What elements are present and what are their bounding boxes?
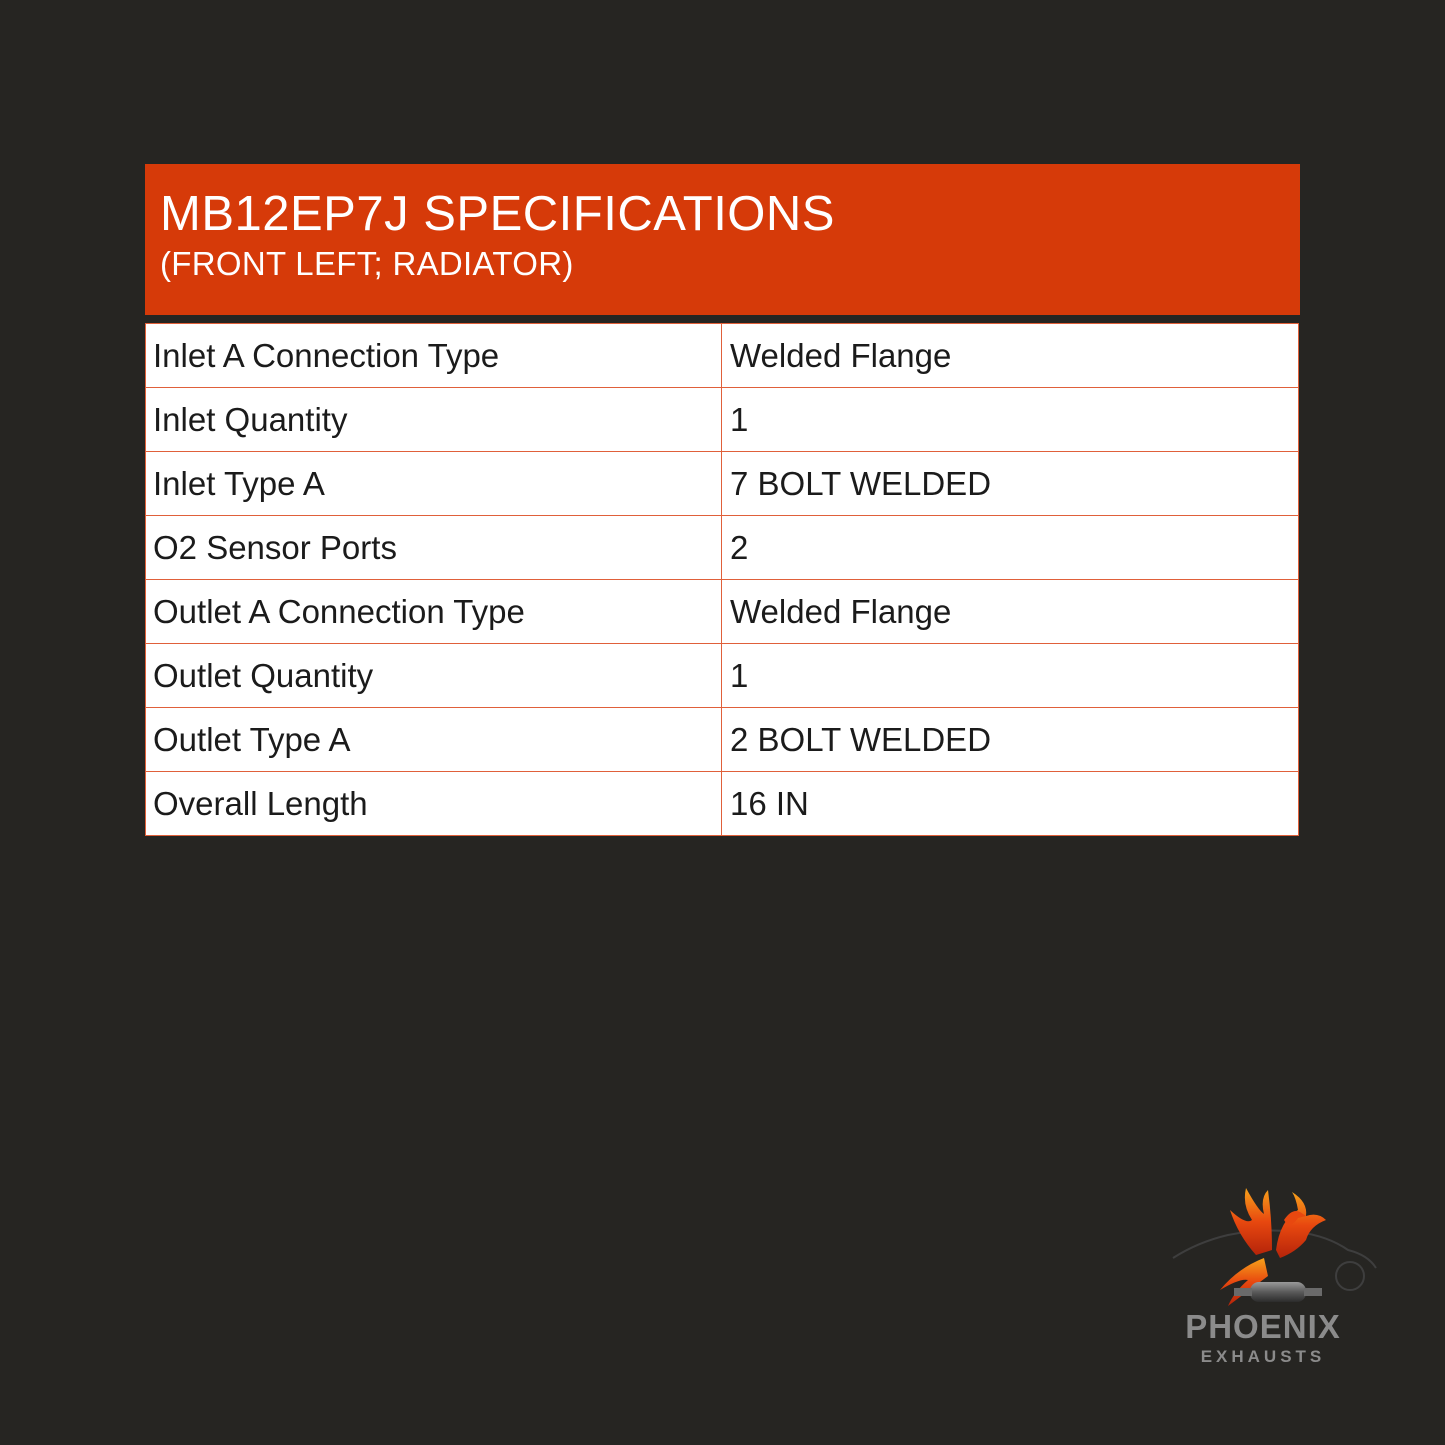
table-row — [146, 772, 1299, 836]
brand-name: PHOENIX — [1185, 1308, 1341, 1345]
spec-value: 16 IN — [722, 772, 1299, 836]
page-title: MB12EP7J SPECIFICATIONS — [160, 187, 835, 241]
phoenix-bird-icon — [1168, 1180, 1383, 1310]
spec-value: Welded Flange — [722, 580, 1299, 644]
page-subtitle: (FRONT LEFT; RADIATOR) — [160, 245, 574, 282]
spec-header — [145, 164, 1300, 315]
spec-label: Outlet A Connection Type — [146, 580, 722, 644]
spec-value: 1 — [722, 644, 1299, 708]
spec-value: 2 BOLT WELDED — [722, 708, 1299, 772]
brand-tagline: EXHAUSTS — [1200, 1347, 1326, 1366]
brand-logo — [1168, 1180, 1383, 1380]
table-row — [146, 644, 1299, 708]
spec-value: Welded Flange — [722, 324, 1299, 388]
spec-value: 2 — [722, 516, 1299, 580]
spec-label: Overall Length — [146, 772, 722, 836]
table-row — [146, 516, 1299, 580]
table-row — [146, 452, 1299, 516]
spec-label: Outlet Type A — [146, 708, 722, 772]
spec-table — [145, 323, 1299, 836]
table-row — [146, 580, 1299, 644]
table-row — [146, 324, 1299, 388]
spec-label: Outlet Quantity — [146, 644, 722, 708]
table-row — [146, 708, 1299, 772]
spec-label: Inlet A Connection Type — [146, 324, 722, 388]
spec-label: Inlet Type A — [146, 452, 722, 516]
spec-value: 7 BOLT WELDED — [722, 452, 1299, 516]
spec-label: Inlet Quantity — [146, 388, 722, 452]
table-row — [146, 388, 1299, 452]
spec-label: O2 Sensor Ports — [146, 516, 722, 580]
spec-value: 1 — [722, 388, 1299, 452]
